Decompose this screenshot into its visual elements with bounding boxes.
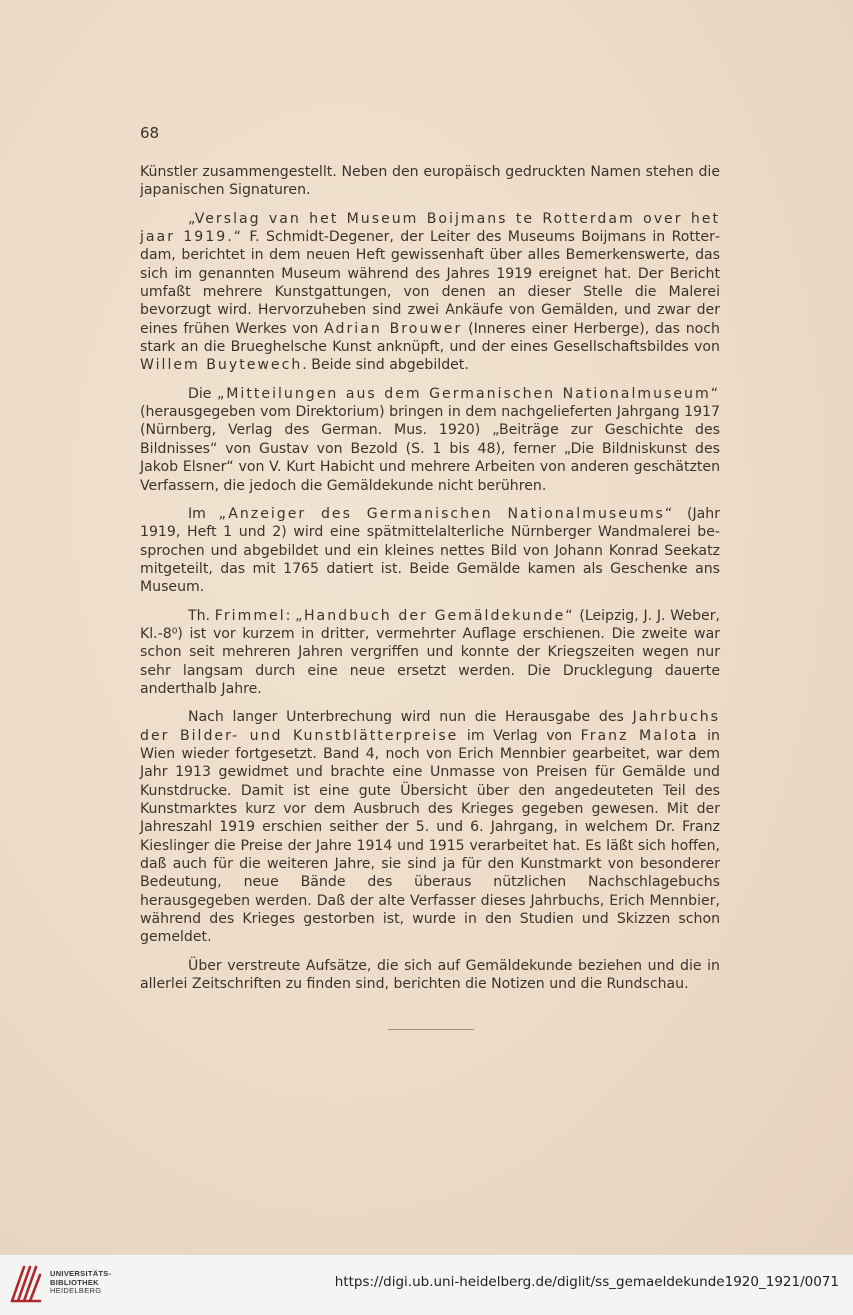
paragraph-text: (Leipzig, J. J. Weber, Kl.-8⁰) ist vor kurzem in dritter, vermehrter Auflage erschienen. Die zweite war schon seit mehreren Jahren vergriffen und konnte der Kriegszeiten wegen nur sehr langsam durch eine neue ersetzt werden. Die Drucklegung dauerte anderthalb Jahre. bbox=[140, 607, 720, 697]
paragraph-text: in Wien wieder fortgesetzt. Band 4, noch von Erich Mennbier gearbeitet, war dem Jahr 1913 gewidmet und brachte eine Unmasse von Preisen für Gemälde und Kunstdrucke. Damit ist eine gute Übersicht über den angedeuteten Teil des Kunstmarktes kurz vor dem Ausbruch des Krieges gegeben gewesen. Mit der Jahreszahl 1919 erschien seither der 5. und 6. Jahrgang, in welchem Dr. Franz Kieslinger die Preise der Jahre 1914 und 1915 verarbeitet hat. Es läßt sich hoffen, daß auch für die weiteren Jahre, sie sind ja für den Kunstmarkt von besonderer Bedeutung, neue Bände des überaus nützlichen Nachschlagebuchs herausgegeben werden. Daß der alte Verfasser dieses Jahrbuchs, Erich Mennbier, während des Krieges gestorben ist, wurde in den Studien und Skizzen schon gemeldet. bbox=[140, 727, 720, 946]
spaced-title: Frimmel bbox=[214, 607, 286, 624]
end-rule bbox=[388, 1029, 474, 1030]
permalink-url[interactable]: https://digi.ub.uni-heidelberg.de/diglit/ss_gemaeldekunde1920_1921/0071 bbox=[334, 1274, 839, 1290]
paragraph-text: (Jahr 1919, Heft 1 und 2) wird eine spätmittelalterliche Nürnberger Wandmalerei besprochen und abgebildet und ein kleines nettes Bild von Johann Konrad Seekatz mitgeteilt, das mit 1765 datiert ist. Beide Gemälde kamen als Geschenke ans Museum. bbox=[140, 505, 721, 596]
spaced-title: Franz Malota bbox=[580, 727, 699, 744]
spaced-title: „Anzeiger des Germanischen Nationalmuseums“ bbox=[218, 505, 675, 522]
library-name-line: UNIVERSITÄTS- bbox=[50, 1269, 112, 1278]
footer-bar bbox=[0, 1254, 853, 1315]
spaced-title: Adrian Brouwer bbox=[324, 320, 463, 337]
paragraph bbox=[140, 385, 720, 495]
paragraph-text: (Inneres einer Herberge), das noch stark an die Brueghelsche Kunst anknüpft, und der eines Gesellschaftsbildes von bbox=[140, 320, 720, 356]
paragraph-text: Nach langer Unterbrechung wird nun die Herausgabe des bbox=[188, 709, 633, 726]
paragraph bbox=[140, 957, 720, 994]
spaced-title: „Verslag van het Museum Boijmans te Rotterdam over het jaar 1919.“ bbox=[140, 210, 720, 246]
spaced-title: „Mitteilungen aus dem Germanischen Nationalmuseum“ bbox=[216, 385, 721, 402]
paragraph-text: Über verstreute Aufsätze, die sich auf Gemäldekunde beziehen und die in allerlei Zeitschriften zu finden sind, berichten die Notizen und die Rundschau. bbox=[140, 957, 720, 993]
paragraph-text: (herausgegeben vom Direktorium) bringen in dem nachgelieferten Jahrgang 1917 (Nürnberg, Verlag des German. Mus. 1920) „Beiträge zur Geschichte des Bildnisses“ von Gustav von Bezold (S. 1 bis 48), ferner „Die Bildniskunst des Jakob Elsner“ von V. Kurt Habicht und mehrere Arbeiten von anderen geschätzten Verfassern, die jedoch die Gemäldekunde nicht berühren. bbox=[140, 404, 720, 494]
paragraph bbox=[140, 505, 720, 597]
spaced-title: Willem Buytewech bbox=[140, 357, 303, 374]
library-name-line: HEIDELBERG bbox=[50, 1286, 102, 1295]
spaced-title: „Handbuch der Gemäldekunde“ bbox=[295, 607, 575, 624]
library-name bbox=[50, 1270, 111, 1296]
paragraph-text: im Verlag von bbox=[458, 727, 581, 744]
paragraph bbox=[140, 210, 720, 375]
paragraph-text: : bbox=[285, 607, 296, 624]
paragraph-text: . Beide sind abgebildet. bbox=[302, 357, 469, 374]
paragraph bbox=[140, 607, 720, 699]
paragraph bbox=[140, 163, 720, 200]
university-library-logo-icon[interactable] bbox=[8, 1263, 44, 1305]
paragraph-text: Im bbox=[188, 505, 219, 522]
spaced-title: Jahrbuchs der Bilder- und Kunstblätterpreise bbox=[140, 709, 720, 744]
body-text bbox=[140, 163, 720, 1003]
paragraph bbox=[140, 708, 720, 946]
paragraph-text: Die bbox=[188, 385, 217, 402]
paragraph-text: Th. bbox=[188, 607, 215, 624]
paragraph-text: Künstler zusammengestellt. Neben den europäisch gedruckten Namen stehen die japanischen Signaturen. bbox=[140, 164, 720, 199]
paragraph-text: F. Schmidt-Degener, der Leiter des Museums Boijmans in Rotterdam, berichtet in dem neuen Heft gewissenhaft über alles Bemerkenswerte, das sich im genannten Museum während des Jahres 1919 ereignet hat. Der Bericht umfaßt mehrere Kunstgattungen, von denen an dieser Stelle die Malerei bevorzugt wird. Hervorzuheben sind zwei Ankäufe von Gemälden, und zwar der eines frühen Werkes von bbox=[140, 229, 720, 337]
page-number: 68 bbox=[140, 124, 160, 142]
library-name-line: BIBLIOTHEK bbox=[50, 1277, 99, 1287]
